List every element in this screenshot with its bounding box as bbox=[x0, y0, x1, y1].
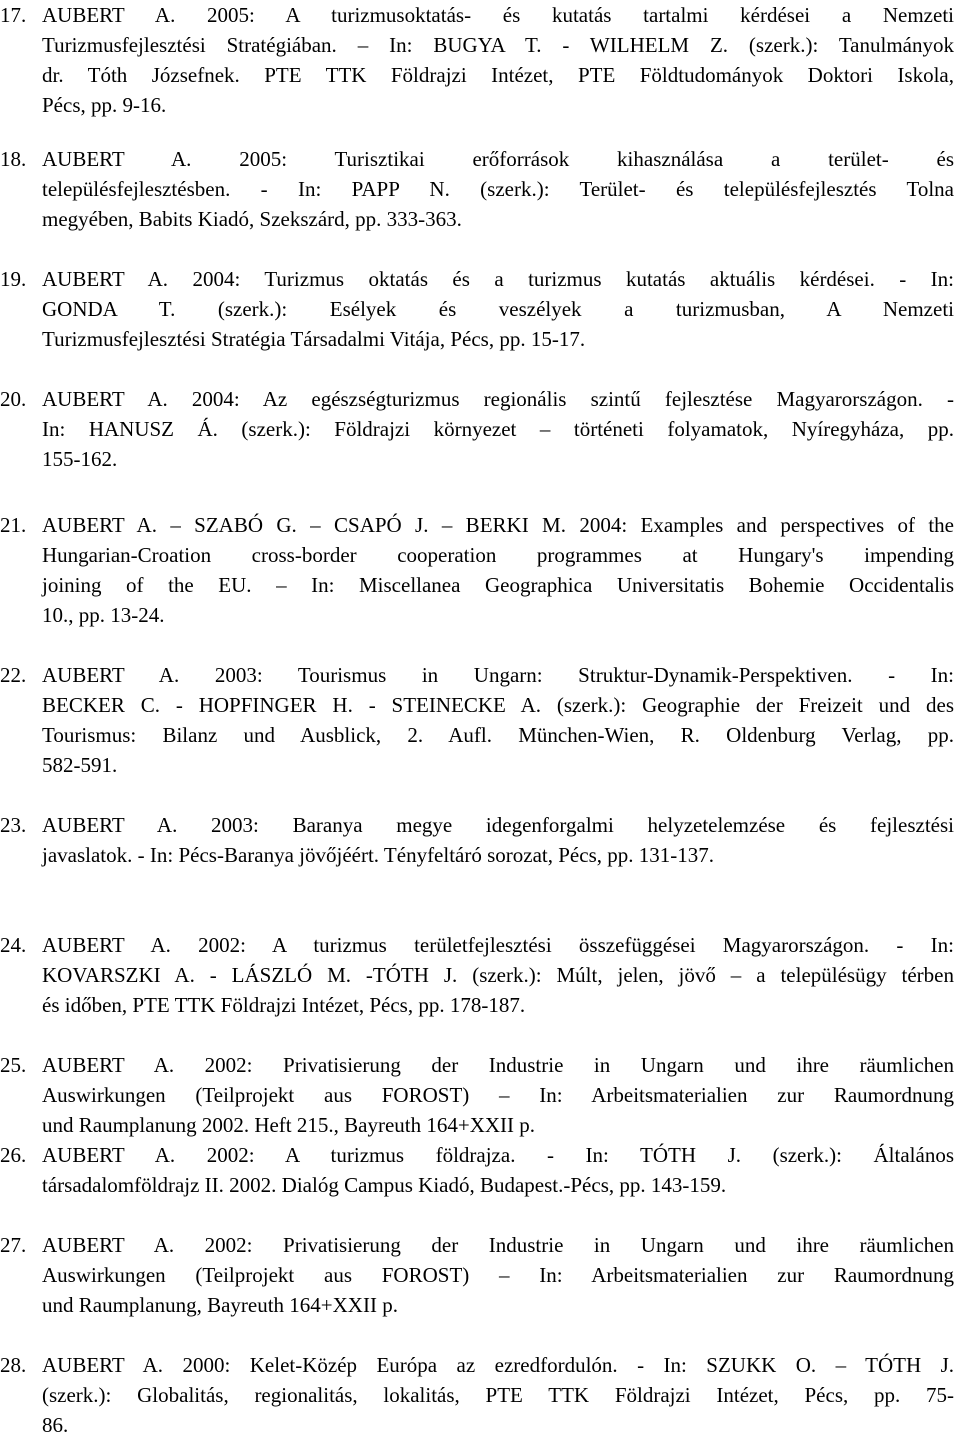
reference-line-text: In: HANUSZ Á. (szerk.): Földrajzi környezet – történeti folyamatok, Nyíregyháza, pp. bbox=[42, 417, 954, 441]
reference-first-line bbox=[0, 660, 954, 690]
reference-line-text: Turizmusfejlesztési Stratégia Társadalmi Vitája, Pécs, pp. 15-17. bbox=[42, 327, 586, 351]
reference-line-text: Turizmusfejlesztési Stratégiában. – In: BUGYA T. - WILHELM Z. (szerk.): Tanulmányok bbox=[42, 33, 954, 57]
reference-first-line bbox=[0, 930, 954, 960]
reference-line-text: 155-162. bbox=[42, 447, 118, 471]
reference-line-text: és időben, PTE TTK Földrajzi Intézet, Pécs, pp. 178-187. bbox=[42, 993, 526, 1017]
reference-number: 23. bbox=[0, 813, 27, 837]
reference-line bbox=[42, 1110, 954, 1140]
reference-line bbox=[42, 720, 954, 750]
reference-line-text: AUBERT A. – SZABÓ G. – CSAPÓ J. – BERKI M. 2004: Examples and perspectives of the bbox=[42, 513, 954, 537]
reference-line bbox=[42, 1290, 954, 1320]
reference-line bbox=[42, 540, 954, 570]
reference-line-text: joining of the EU. – In: Miscellanea Geographica Universitatis Bohemie Occidentalis bbox=[42, 573, 954, 597]
reference-first-line bbox=[0, 510, 954, 540]
reference-number: 21. bbox=[0, 513, 27, 537]
reference-first-line bbox=[0, 1050, 954, 1080]
reference-line-text: 582-591. bbox=[42, 753, 118, 777]
reference-line bbox=[42, 294, 954, 324]
reference-line-text: AUBERT A. 2002: Privatisierung der Industrie in Ungarn und ihre räumlichen bbox=[42, 1233, 954, 1257]
reference-line-text: megyében, Babits Kiadó, Szekszárd, pp. 333-363. bbox=[42, 207, 462, 231]
reference-line-text: javaslatok. - In: Pécs-Baranya jövőjéért. Tényfeltáró sorozat, Pécs, pp. 131-137. bbox=[42, 843, 714, 867]
reference-number: 24. bbox=[0, 933, 27, 957]
reference-line-text: településfejlesztésben. - In: PAPP N. (szerk.): Terület- és településfejlesztés Tolna bbox=[42, 177, 954, 201]
reference-line-text: AUBERT A. 2005: A turizmusoktatás- és kutatás tartalmi kérdései a Nemzeti bbox=[42, 3, 954, 27]
reference-line bbox=[42, 204, 954, 234]
reference-first-line bbox=[0, 1230, 954, 1260]
reference-line-text: dr. Tóth Józsefnek. PTE TTK Földrajzi Intézet, PTE Földtudományok Doktori Iskola, bbox=[42, 63, 954, 87]
reference-line-text: (szerk.): Globalitás, regionalitás, lokalitás, PTE TTK Földrajzi Intézet, Pécs, pp. 75- bbox=[42, 1383, 954, 1407]
reference-line bbox=[42, 1260, 954, 1290]
reference-line bbox=[42, 90, 954, 120]
reference-line-text: KOVARSZKI A. - LÁSZLÓ M. -TÓTH J. (szerk.): Múlt, jelen, jövő – a településügy térben bbox=[42, 963, 954, 987]
reference-line-text: Hungarian-Croation cross-border cooperation programmes at Hungary's impending bbox=[42, 543, 954, 567]
reference-line-text: 86. bbox=[42, 1413, 69, 1437]
reference-line bbox=[42, 60, 954, 90]
reference-line-text: AUBERT A. 2002: A turizmus földrajza. - In: TÓTH J. (szerk.): Általános bbox=[42, 1143, 954, 1167]
reference-line bbox=[42, 840, 954, 870]
reference-line bbox=[42, 324, 954, 354]
reference-line-text: Tourismus: Bilanz und Ausblick, 2. Aufl. München-Wien, R. Oldenburg Verlag, pp. bbox=[42, 723, 954, 747]
reference-line bbox=[42, 990, 954, 1020]
reference-line-text: und Raumplanung, Bayreuth 164+XXII p. bbox=[42, 1293, 398, 1317]
reference-line-text: AUBERT A. 2002: Privatisierung der Industrie in Ungarn und ihre räumlichen bbox=[42, 1053, 954, 1077]
reference-line-text: AUBERT A. 2004: Az egészségturizmus regionális szintű fejlesztése Magyarországon. - bbox=[42, 387, 954, 411]
reference-line bbox=[42, 174, 954, 204]
reference-number: 19. bbox=[0, 267, 27, 291]
reference-first-line bbox=[0, 0, 954, 30]
reference-first-line bbox=[0, 264, 954, 294]
reference-first-line bbox=[0, 810, 954, 840]
reference-first-line bbox=[0, 1140, 954, 1170]
reference-number: 28. bbox=[0, 1353, 27, 1377]
reference-number: 22. bbox=[0, 663, 27, 687]
reference-number: 26. bbox=[0, 1143, 27, 1167]
reference-line bbox=[42, 570, 954, 600]
reference-line-text: társadalomföldrajz II. 2002. Dialóg Campus Kiadó, Budapest.-Pécs, pp. 143-159. bbox=[42, 1173, 727, 1197]
reference-line-text: AUBERT A. 2000: Kelet-Közép Európa az ezredfordulón. - In: SZUKK O. – TÓTH J. bbox=[42, 1353, 954, 1377]
reference-line bbox=[42, 690, 954, 720]
reference-number: 20. bbox=[0, 387, 27, 411]
reference-line-text: Pécs, pp. 9-16. bbox=[42, 93, 167, 117]
reference-first-line bbox=[0, 144, 954, 174]
reference-line-text: GONDA T. (szerk.): Esélyek és veszélyek a turizmusban, A Nemzeti bbox=[42, 297, 954, 321]
reference-line bbox=[42, 1410, 954, 1440]
reference-line bbox=[42, 750, 954, 780]
reference-line-text: AUBERT A. 2003: Baranya megye idegenforgalmi helyzetelemzése és fejlesztési bbox=[42, 813, 954, 837]
reference-first-line bbox=[0, 384, 954, 414]
reference-line bbox=[42, 1380, 954, 1410]
reference-line bbox=[42, 414, 954, 444]
reference-number: 27. bbox=[0, 1233, 27, 1257]
reference-line-text: und Raumplanung 2002. Heft 215., Bayreuth 164+XXII p. bbox=[42, 1113, 536, 1137]
reference-line bbox=[42, 30, 954, 60]
reference-line-text: Auswirkungen (Teilprojekt aus FOROST) – In: Arbeitsmaterialien zur Raumordnung bbox=[42, 1263, 954, 1287]
reference-line-text: AUBERT A. 2005: Turisztikai erőforrások kihasználása a terület- és bbox=[42, 147, 954, 171]
reference-number: 25. bbox=[0, 1053, 27, 1077]
reference-number: 18. bbox=[0, 147, 27, 171]
reference-line bbox=[42, 600, 954, 630]
reference-line-text: AUBERT A. 2003: Tourismus in Ungarn: Struktur-Dynamik-Perspektiven. - In: bbox=[42, 663, 954, 687]
reference-line-text: 10., pp. 13-24. bbox=[42, 603, 165, 627]
reference-line-text: Auswirkungen (Teilprojekt aus FOROST) – In: Arbeitsmaterialien zur Raumordnung bbox=[42, 1083, 954, 1107]
reference-first-line bbox=[0, 1350, 954, 1380]
reference-line bbox=[42, 1080, 954, 1110]
reference-line-text: AUBERT A. 2002: A turizmus területfejlesztési összefüggései Magyarországon. - In: bbox=[42, 933, 954, 957]
reference-number: 17. bbox=[0, 3, 27, 27]
reference-line bbox=[42, 1170, 954, 1200]
reference-line-text: BECKER C. - HOPFINGER H. - STEINECKE A. (szerk.): Geographie der Freizeit und des bbox=[42, 693, 954, 717]
reference-line bbox=[42, 960, 954, 990]
reference-line-text: AUBERT A. 2004: Turizmus oktatás és a turizmus kutatás aktuális kérdései. - In: bbox=[42, 267, 954, 291]
reference-line bbox=[42, 444, 954, 474]
